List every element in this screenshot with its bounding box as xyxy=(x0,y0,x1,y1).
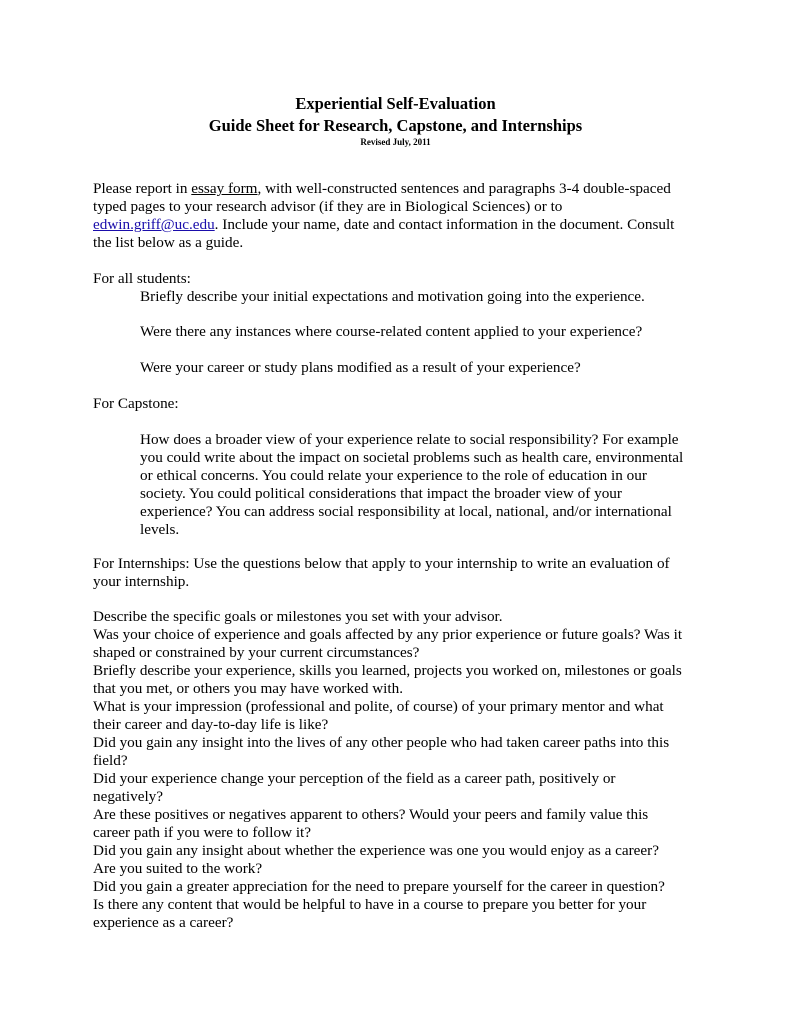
essay-form-text: essay form xyxy=(191,180,258,197)
capstone-heading: For Capstone: xyxy=(93,395,179,412)
email-link[interactable]: edwin.griff@uc.edu xyxy=(93,216,215,233)
question-line: Did you gain a greater appreciation for the need to prepare yourself for the career in question? xyxy=(93,878,665,895)
all-students-heading: For all students: xyxy=(93,270,191,287)
intro-paragraph xyxy=(93,180,713,252)
capstone-line: How does a broader view of your experience relate to social responsibility? For example xyxy=(140,431,679,448)
question-line: shaped or constrained by your current circumstances? xyxy=(93,644,420,661)
internships-intro-line: For Internships: Use the questions below that apply to your internship to write an evaluation of xyxy=(93,555,670,572)
intro-line-4: the list below as a guide. xyxy=(93,234,244,251)
capstone-line: experience? You can address social responsibility at local, national, and/or international xyxy=(140,503,672,520)
intro-text: , with well-constructed sentences and paragraphs 3-4 double-spaced xyxy=(257,180,671,197)
capstone-line: you could write about the impact on societal problems such as health care, environmental xyxy=(140,449,684,466)
question-line: negatively? xyxy=(93,788,163,805)
internships-intro-line: your internship. xyxy=(93,573,190,590)
internships-intro xyxy=(93,555,713,591)
question-line: their career and day-to-day life is like? xyxy=(93,716,329,733)
all-students-section xyxy=(93,270,713,306)
intro-text: Please report in xyxy=(93,180,192,197)
question-line: Is there any content that would be helpful to have in a course to prepare you better for your xyxy=(93,896,647,913)
capstone-paragraph xyxy=(93,431,760,539)
question-line: Did you gain any insight about whether the experience was one you would enjoy as a career? xyxy=(93,842,659,859)
intro-line-3 xyxy=(93,216,713,234)
question-line: What is your impression (professional and polite, of course) of your primary mentor and what xyxy=(93,698,664,715)
question-line: Are these positives or negatives apparent to others? Would your peers and family value this xyxy=(93,806,649,823)
question-line: Briefly describe your experience, skills you learned, projects you worked on, milestones or goals xyxy=(93,662,682,679)
title-block xyxy=(0,93,791,148)
question-line: career path if you were to follow it? xyxy=(93,824,312,841)
question-line: Describe the specific goals or milestones you set with your advisor. xyxy=(93,608,503,625)
all-students-question-2: Were there any instances where course-related content applied to your experience? xyxy=(140,323,643,340)
question-line: field? xyxy=(93,752,128,769)
all-students-question-3: Were your career or study plans modified as a result of your experience? xyxy=(140,359,581,376)
document-title: Experiential Self-Evaluation xyxy=(295,94,496,113)
capstone-line: society. You could political considerations that impact the broader view of your xyxy=(140,485,622,502)
document-subtitle: Guide Sheet for Research, Capstone, and Internships xyxy=(208,116,583,135)
intro-text: . Include your name, date and contact information in the document. Consult xyxy=(214,216,675,233)
question-line: Are you suited to the work? xyxy=(93,860,263,877)
question-line: Was your choice of experience and goals affected by any prior experience or future goals? Was it xyxy=(93,626,683,643)
question-line: experience as a career? xyxy=(93,914,234,931)
question-line: that you met, or others you may have worked with. xyxy=(93,680,404,697)
intro-line-2: typed pages to your research advisor (if they are in Biological Sciences) or to xyxy=(93,198,563,215)
internships-questions xyxy=(93,608,713,932)
all-students-question-1: Briefly describe your initial expectations and motivation going into the experience. xyxy=(140,288,645,305)
question-line: Did your experience change your perception of the field as a career path, positively or xyxy=(93,770,616,787)
revised-date: Revised July, 2011 xyxy=(360,137,431,147)
capstone-line: levels. xyxy=(140,521,180,538)
question-line: Did you gain any insight into the lives of any other people who had taken career paths into this xyxy=(93,734,670,751)
intro-line-1 xyxy=(93,180,713,198)
capstone-line: or ethical concerns. You could relate your experience to the role of education in our xyxy=(140,467,647,484)
